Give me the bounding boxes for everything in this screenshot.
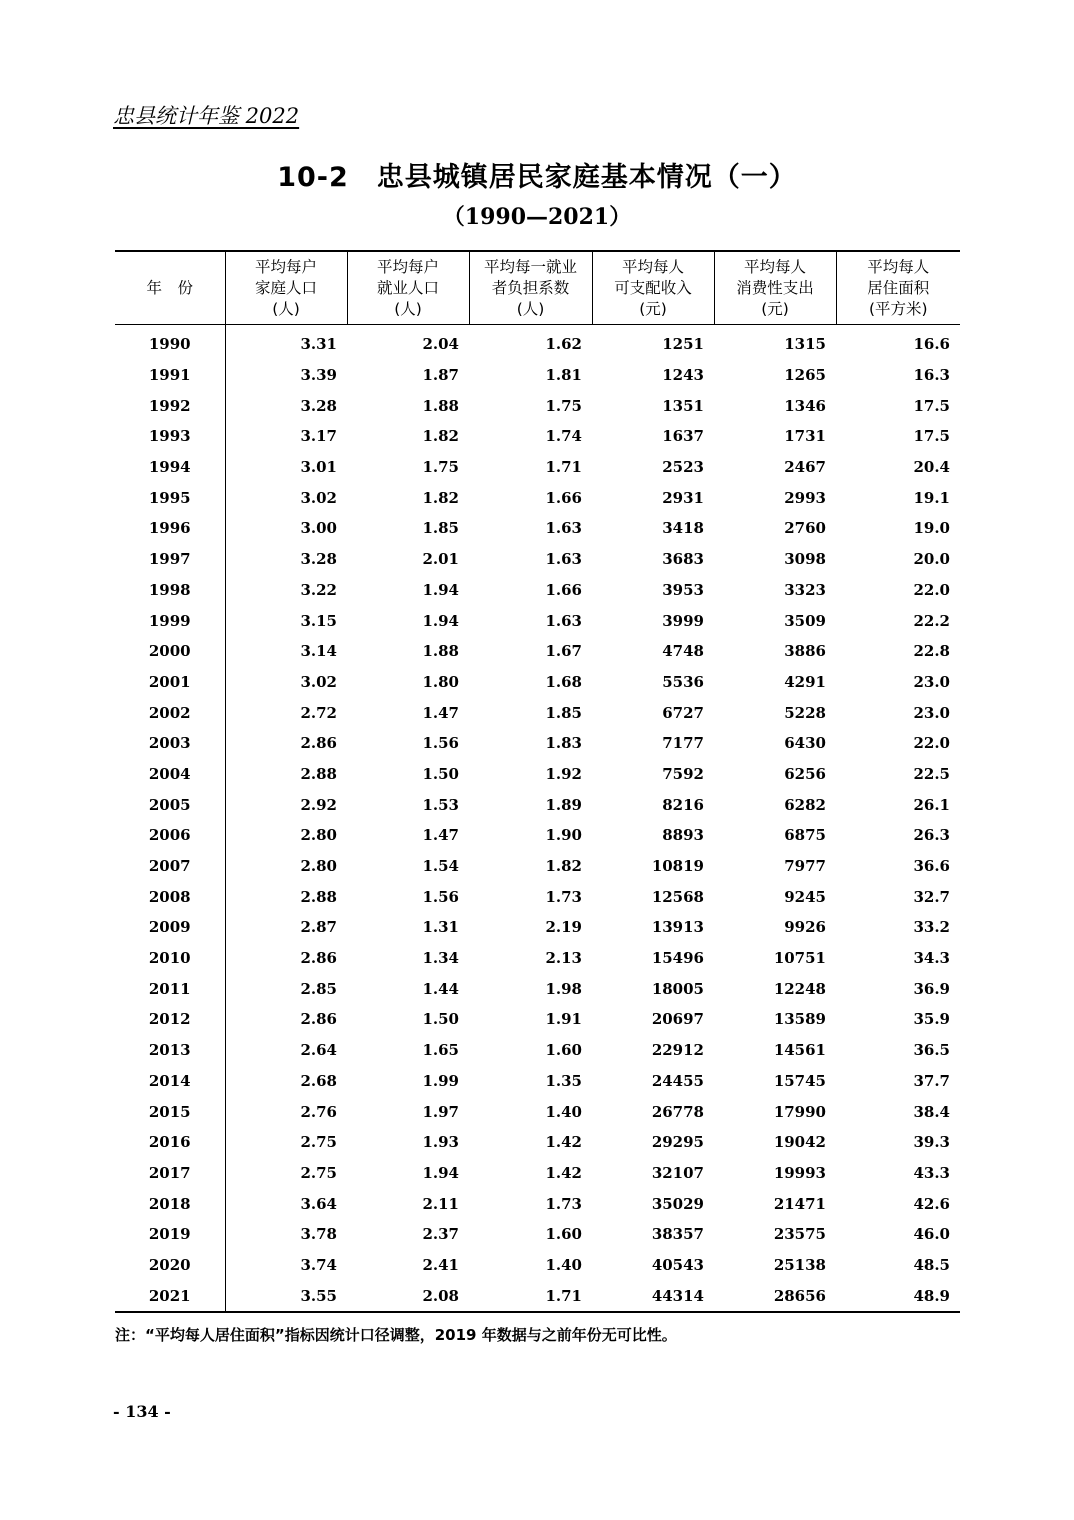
column-header-line: 平均每人	[867, 257, 930, 276]
value-cell: 1.92	[545, 764, 582, 783]
page-number: - 134 -	[113, 1402, 171, 1421]
value-cell: 2.75	[300, 1133, 337, 1152]
value-cell: 20.4	[913, 458, 950, 477]
value-cell: 1.47	[422, 703, 459, 722]
column-header-line: 消费性支出	[736, 278, 814, 297]
table-row	[115, 943, 960, 974]
year-cell: 2008	[115, 881, 225, 912]
value-cell: 39.3	[913, 1133, 950, 1152]
table-row	[115, 789, 960, 820]
year-cell: 1990	[115, 325, 225, 360]
value-cell: 1.98	[545, 979, 582, 998]
value-cell: 42.6	[913, 1194, 950, 1213]
table-row	[115, 1096, 960, 1127]
value-cell: 2.04	[422, 335, 459, 354]
value-cell: 1.83	[545, 734, 582, 753]
value-cell: 1.67	[545, 642, 582, 661]
column-header-line: 者负担系数	[491, 278, 570, 297]
value-cell: 29295	[651, 1133, 704, 1152]
value-cell: 2.88	[300, 887, 337, 906]
value-cell: 1.91	[545, 1010, 582, 1029]
year-cell: 1991	[115, 360, 225, 391]
year-cell: 2011	[115, 973, 225, 1004]
year-cell: 1997	[115, 544, 225, 575]
value-cell: 7977	[784, 857, 826, 876]
year-cell: 2019	[115, 1219, 225, 1250]
value-cell: 1315	[784, 335, 826, 354]
value-cell: 1.82	[545, 857, 582, 876]
value-cell: 1.56	[422, 887, 459, 906]
table-row	[115, 1219, 960, 1250]
value-cell: 2993	[784, 488, 826, 507]
value-cell: 35.9	[913, 1010, 950, 1029]
value-cell: 3.02	[300, 488, 337, 507]
column-header-line: 年 份	[146, 278, 193, 297]
column-header	[592, 251, 714, 325]
value-cell: 1.85	[422, 519, 459, 538]
value-cell: 3.74	[300, 1255, 337, 1274]
value-cell: 1.44	[422, 979, 459, 998]
table-header	[115, 251, 960, 325]
value-cell: 23575	[773, 1225, 826, 1244]
value-cell: 6256	[784, 764, 826, 783]
value-cell: 2.41	[422, 1255, 459, 1274]
value-cell: 5536	[662, 672, 704, 691]
column-header	[115, 251, 225, 325]
value-cell: 1.81	[545, 366, 582, 385]
year-cell: 2004	[115, 759, 225, 790]
value-cell: 1.99	[422, 1071, 459, 1090]
value-cell: 20697	[651, 1010, 704, 1029]
header-row	[115, 251, 960, 325]
year-cell: 1996	[115, 513, 225, 544]
table-row	[115, 912, 960, 943]
table-row	[115, 1066, 960, 1097]
value-cell: 1265	[784, 366, 826, 385]
value-cell: 2.76	[300, 1102, 337, 1121]
year-cell: 2000	[115, 636, 225, 667]
table-title: 10-2 忠县城镇居民家庭基本情况（一）	[277, 162, 797, 193]
value-cell: 1.94	[422, 1163, 459, 1182]
value-cell: 3.01	[300, 458, 337, 477]
value-cell: 2.19	[545, 918, 582, 937]
table-row	[115, 605, 960, 636]
value-cell: 22.2	[913, 611, 950, 630]
value-cell: 3.17	[300, 427, 337, 446]
value-cell: 7177	[662, 734, 704, 753]
value-cell: 1.88	[422, 396, 459, 415]
year-cell: 1993	[115, 421, 225, 452]
value-cell: 1.56	[422, 734, 459, 753]
table-row	[115, 360, 960, 391]
value-cell: 3.64	[300, 1194, 337, 1213]
value-cell: 1.87	[422, 366, 459, 385]
value-cell: 2.11	[422, 1194, 459, 1213]
value-cell: 1.53	[422, 795, 459, 814]
value-cell: 26.1	[913, 795, 950, 814]
value-cell: 2.01	[422, 550, 459, 569]
value-cell: 10751	[773, 949, 826, 968]
table-row	[115, 973, 960, 1004]
value-cell: 3.78	[300, 1225, 337, 1244]
table-row	[115, 1188, 960, 1219]
table-row	[115, 851, 960, 882]
value-cell: 2523	[662, 458, 704, 477]
value-cell: 38.4	[913, 1102, 950, 1121]
value-cell: 3.14	[300, 642, 337, 661]
value-cell: 3.55	[300, 1286, 337, 1305]
table-row	[115, 575, 960, 606]
value-cell: 44314	[651, 1286, 704, 1305]
value-cell: 34.3	[913, 949, 950, 968]
value-cell: 22.0	[913, 734, 950, 753]
table-row	[115, 482, 960, 513]
value-cell: 1637	[662, 427, 704, 446]
value-cell: 1.63	[545, 611, 582, 630]
value-cell: 2.86	[300, 734, 337, 753]
value-cell: 16.6	[913, 335, 950, 354]
value-cell: 1731	[784, 427, 826, 446]
column-header-line: (人)	[516, 299, 545, 318]
value-cell: 1.42	[545, 1163, 582, 1182]
value-cell: 32107	[651, 1163, 704, 1182]
value-cell: 3.00	[300, 519, 337, 538]
column-header-line: 居住面积	[867, 278, 930, 297]
value-cell: 1.73	[545, 1194, 582, 1213]
table-row	[115, 513, 960, 544]
value-cell: 2.68	[300, 1071, 337, 1090]
value-cell: 1.94	[422, 580, 459, 599]
value-cell: 37.7	[913, 1071, 950, 1090]
value-cell: 12248	[773, 979, 826, 998]
year-cell: 2014	[115, 1066, 225, 1097]
value-cell: 19.0	[913, 519, 950, 538]
value-cell: 2.64	[300, 1041, 337, 1060]
value-cell: 17.5	[913, 396, 950, 415]
table-row	[115, 759, 960, 790]
year-cell: 2002	[115, 697, 225, 728]
column-header	[714, 251, 836, 325]
column-header-line: 家庭人口	[254, 278, 317, 297]
year-cell: 2005	[115, 789, 225, 820]
value-cell: 2931	[662, 488, 704, 507]
value-cell: 6282	[784, 795, 826, 814]
value-cell: 13589	[773, 1010, 826, 1029]
value-cell: 3418	[662, 519, 704, 538]
value-cell: 1.40	[545, 1102, 582, 1121]
table-row	[115, 390, 960, 421]
value-cell: 1.85	[545, 703, 582, 722]
value-cell: 14561	[773, 1041, 826, 1060]
value-cell: 6430	[784, 734, 826, 753]
year-cell: 2012	[115, 1004, 225, 1035]
value-cell: 3509	[784, 611, 826, 630]
value-cell: 22.8	[913, 642, 950, 661]
column-header	[469, 251, 592, 325]
value-cell: 19993	[773, 1163, 826, 1182]
value-cell: 33.2	[913, 918, 950, 937]
value-cell: 3.02	[300, 672, 337, 691]
value-cell: 1.60	[545, 1225, 582, 1244]
column-header-line: (人)	[272, 299, 300, 318]
value-cell: 1.93	[422, 1133, 459, 1152]
value-cell: 1.71	[545, 458, 582, 477]
value-cell: 1.63	[545, 550, 582, 569]
table-row	[115, 1250, 960, 1281]
value-cell: 25138	[773, 1255, 826, 1274]
table-row	[115, 636, 960, 667]
value-cell: 1.68	[545, 672, 582, 691]
value-cell: 3.22	[300, 580, 337, 599]
value-cell: 2.85	[300, 979, 337, 998]
value-cell: 1.88	[422, 642, 459, 661]
value-cell: 1251	[662, 335, 704, 354]
value-cell: 2.08	[422, 1286, 459, 1305]
value-cell: 2.13	[545, 949, 582, 968]
value-cell: 2.88	[300, 764, 337, 783]
value-cell: 22.0	[913, 580, 950, 599]
value-cell: 9926	[784, 918, 826, 937]
value-cell: 38357	[651, 1225, 704, 1244]
value-cell: 6875	[784, 826, 826, 845]
value-cell: 32.7	[913, 887, 950, 906]
value-cell: 36.6	[913, 857, 950, 876]
value-cell: 3.15	[300, 611, 337, 630]
value-cell: 1.50	[422, 764, 459, 783]
value-cell: 3.39	[300, 366, 337, 385]
value-cell: 3.31	[300, 335, 337, 354]
value-cell: 2.72	[300, 703, 337, 722]
value-cell: 12568	[651, 887, 704, 906]
value-cell: 4291	[784, 672, 826, 691]
column-header-line: (平方米)	[868, 299, 928, 318]
column-header-line: (人)	[394, 299, 422, 318]
year-cell: 2017	[115, 1158, 225, 1189]
year-cell: 2006	[115, 820, 225, 851]
value-cell: 2.75	[300, 1163, 337, 1182]
value-cell: 3.28	[300, 396, 337, 415]
year-cell: 2013	[115, 1035, 225, 1066]
year-cell: 2010	[115, 943, 225, 974]
value-cell: 3683	[662, 550, 704, 569]
value-cell: 7592	[662, 764, 704, 783]
value-cell: 35029	[651, 1194, 704, 1213]
value-cell: 1.82	[422, 488, 459, 507]
value-cell: 1.31	[422, 918, 459, 937]
value-cell: 1.50	[422, 1010, 459, 1029]
year-cell: 2001	[115, 667, 225, 698]
table-row	[115, 1035, 960, 1066]
value-cell: 17990	[773, 1102, 826, 1121]
value-cell: 43.3	[913, 1163, 950, 1182]
year-cell: 1992	[115, 390, 225, 421]
value-cell: 2.37	[422, 1225, 459, 1244]
value-cell: 1.63	[545, 519, 582, 538]
value-cell: 1.42	[545, 1133, 582, 1152]
year-cell: 2020	[115, 1250, 225, 1281]
value-cell: 23.0	[913, 703, 950, 722]
value-cell: 26778	[651, 1102, 704, 1121]
value-cell: 15496	[651, 949, 704, 968]
value-cell: 2.80	[300, 826, 337, 845]
column-header-line: (元)	[639, 299, 667, 318]
value-cell: 1.82	[422, 427, 459, 446]
value-cell: 2760	[784, 519, 826, 538]
value-cell: 17.5	[913, 427, 950, 446]
value-cell: 26.3	[913, 826, 950, 845]
value-cell: 1.90	[545, 826, 582, 845]
value-cell: 1.71	[545, 1286, 582, 1305]
value-cell: 1.97	[422, 1102, 459, 1121]
column-header-line: 平均每户	[254, 257, 317, 276]
value-cell: 1.54	[422, 857, 459, 876]
value-cell: 1243	[662, 366, 704, 385]
value-cell: 2.92	[300, 795, 337, 814]
value-cell: 2467	[784, 458, 826, 477]
year-cell: 2009	[115, 912, 225, 943]
value-cell: 48.9	[913, 1286, 950, 1305]
year-cell: 2003	[115, 728, 225, 759]
value-cell: 21471	[773, 1194, 826, 1213]
value-cell: 36.9	[913, 979, 950, 998]
column-header	[836, 251, 960, 325]
value-cell: 3323	[784, 580, 826, 599]
value-cell: 19042	[773, 1133, 826, 1152]
value-cell: 48.5	[913, 1255, 950, 1274]
value-cell: 2.87	[300, 918, 337, 937]
value-cell: 1.47	[422, 826, 459, 845]
value-cell: 1.60	[545, 1041, 582, 1060]
value-cell: 18005	[651, 979, 704, 998]
column-header-line: (元)	[761, 299, 789, 318]
value-cell: 16.3	[913, 366, 950, 385]
value-cell: 1.35	[545, 1071, 582, 1090]
value-cell: 1.75	[422, 458, 459, 477]
running-header: 忠县统计年鉴 2022	[113, 104, 300, 128]
value-cell: 22.5	[913, 764, 950, 783]
value-cell: 15745	[773, 1071, 826, 1090]
year-cell: 2021	[115, 1280, 225, 1312]
year-cell: 2018	[115, 1188, 225, 1219]
year-cell: 2015	[115, 1096, 225, 1127]
value-cell: 46.0	[913, 1225, 950, 1244]
value-cell: 5228	[784, 703, 826, 722]
table-row	[115, 421, 960, 452]
value-cell: 1.40	[545, 1255, 582, 1274]
table-row	[115, 544, 960, 575]
table-row	[115, 667, 960, 698]
value-cell: 19.1	[913, 488, 950, 507]
value-cell: 20.0	[913, 550, 950, 569]
year-cell: 1999	[115, 605, 225, 636]
value-cell: 13913	[651, 918, 704, 937]
table-row	[115, 1004, 960, 1035]
value-cell: 2.86	[300, 1010, 337, 1029]
value-cell: 40543	[651, 1255, 704, 1274]
value-cell: 1.73	[545, 887, 582, 906]
column-header	[225, 251, 347, 325]
value-cell: 1.62	[545, 335, 582, 354]
value-cell: 1.80	[422, 672, 459, 691]
column-header-line: 平均每户	[376, 257, 439, 276]
value-cell: 3953	[662, 580, 704, 599]
value-cell: 28656	[773, 1286, 826, 1305]
table-row	[115, 325, 960, 360]
value-cell: 1.66	[545, 488, 582, 507]
footnote: 注：“平均每人居住面积”指标因统计口径调整，2019 年数据与之前年份无可比性。	[115, 1326, 677, 1344]
value-cell: 2.86	[300, 949, 337, 968]
value-cell: 3098	[784, 550, 826, 569]
value-cell: 1.34	[422, 949, 459, 968]
table-row	[115, 820, 960, 851]
table-row	[115, 1158, 960, 1189]
column-header-line: 平均每人	[621, 257, 684, 276]
year-cell: 1995	[115, 482, 225, 513]
column-header	[347, 251, 469, 325]
value-cell: 8216	[662, 795, 704, 814]
value-cell: 3.28	[300, 550, 337, 569]
value-cell: 1.66	[545, 580, 582, 599]
statistics-table	[115, 250, 960, 1313]
table-row	[115, 697, 960, 728]
value-cell: 24455	[651, 1071, 704, 1090]
value-cell: 3999	[662, 611, 704, 630]
year-cell: 2016	[115, 1127, 225, 1158]
value-cell: 6727	[662, 703, 704, 722]
column-header-line: 平均每人	[743, 257, 806, 276]
value-cell: 1.75	[545, 396, 582, 415]
table-row	[115, 1280, 960, 1312]
value-cell: 36.5	[913, 1041, 950, 1060]
value-cell: 1351	[662, 396, 704, 415]
year-cell: 2007	[115, 851, 225, 882]
year-cell: 1994	[115, 452, 225, 483]
value-cell: 1.94	[422, 611, 459, 630]
table-row	[115, 1127, 960, 1158]
value-cell: 9245	[784, 887, 826, 906]
column-header-line: 平均每一就业	[483, 257, 577, 276]
table-body	[115, 325, 960, 1313]
table-row	[115, 728, 960, 759]
value-cell: 1.65	[422, 1041, 459, 1060]
value-cell: 1.89	[545, 795, 582, 814]
column-header-line: 可支配收入	[614, 278, 692, 297]
table-row	[115, 881, 960, 912]
table-subtitle: （1990—2021）	[442, 204, 632, 230]
value-cell: 1.74	[545, 427, 582, 446]
value-cell: 2.80	[300, 857, 337, 876]
year-cell: 1998	[115, 575, 225, 606]
value-cell: 4748	[662, 642, 704, 661]
table-row	[115, 452, 960, 483]
value-cell: 23.0	[913, 672, 950, 691]
value-cell: 8893	[662, 826, 704, 845]
value-cell: 1346	[784, 396, 826, 415]
value-cell: 3886	[784, 642, 826, 661]
column-header-line: 就业人口	[376, 278, 439, 297]
value-cell: 10819	[651, 857, 704, 876]
value-cell: 22912	[651, 1041, 704, 1060]
